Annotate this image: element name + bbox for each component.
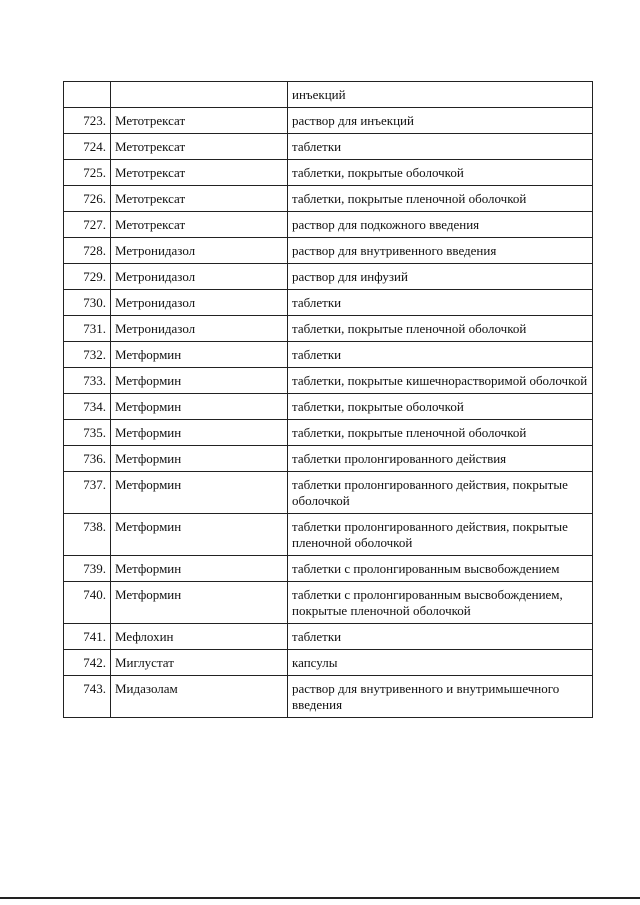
drug-name: Метформин bbox=[111, 472, 288, 514]
drug-name: Метформин bbox=[111, 368, 288, 394]
drug-table bbox=[63, 81, 593, 718]
drug-name bbox=[111, 82, 288, 108]
row-number: 731. bbox=[64, 316, 111, 342]
drug-name: Метотрексат bbox=[111, 108, 288, 134]
dosage-form: таблетки, покрытые кишечнорастворимой оболочкой bbox=[288, 368, 593, 394]
table-row bbox=[64, 290, 593, 316]
dosage-form: таблетки, покрытые пленочной оболочкой bbox=[288, 316, 593, 342]
table-row bbox=[64, 556, 593, 582]
table-row bbox=[64, 316, 593, 342]
drug-name: Миглустат bbox=[111, 650, 288, 676]
table-row bbox=[64, 514, 593, 556]
row-number: 723. bbox=[64, 108, 111, 134]
row-number: 742. bbox=[64, 650, 111, 676]
dosage-form: таблетки пролонгированного действия, покрытые оболочкой bbox=[288, 472, 593, 514]
drug-table-body bbox=[64, 82, 593, 718]
table-row bbox=[64, 238, 593, 264]
row-number: 733. bbox=[64, 368, 111, 394]
row-number: 738. bbox=[64, 514, 111, 556]
dosage-form: раствор для инъекций bbox=[288, 108, 593, 134]
row-number: 730. bbox=[64, 290, 111, 316]
drug-name: Мидазолам bbox=[111, 676, 288, 718]
row-number: 741. bbox=[64, 624, 111, 650]
dosage-form: таблетки, покрытые пленочной оболочкой bbox=[288, 420, 593, 446]
drug-name: Метотрексат bbox=[111, 212, 288, 238]
table-row bbox=[64, 676, 593, 718]
drug-name: Метронидазол bbox=[111, 264, 288, 290]
drug-name: Метформин bbox=[111, 394, 288, 420]
row-number: 737. bbox=[64, 472, 111, 514]
dosage-form: таблетки пролонгированного действия bbox=[288, 446, 593, 472]
dosage-form: таблетки с пролонгированным высвобождением bbox=[288, 556, 593, 582]
dosage-form: таблетки bbox=[288, 290, 593, 316]
table-row bbox=[64, 264, 593, 290]
drug-name: Метформин bbox=[111, 582, 288, 624]
row-number: 734. bbox=[64, 394, 111, 420]
drug-name: Метотрексат bbox=[111, 186, 288, 212]
table-row bbox=[64, 394, 593, 420]
table-row bbox=[64, 582, 593, 624]
dosage-form: таблетки, покрытые оболочкой bbox=[288, 394, 593, 420]
dosage-form: таблетки, покрытые пленочной оболочкой bbox=[288, 186, 593, 212]
dosage-form: таблетки с пролонгированным высвобождением, покрытые пленочной оболочкой bbox=[288, 582, 593, 624]
row-number: 740. bbox=[64, 582, 111, 624]
table-row bbox=[64, 368, 593, 394]
table-row bbox=[64, 650, 593, 676]
table-row bbox=[64, 134, 593, 160]
dosage-form: раствор для подкожного введения bbox=[288, 212, 593, 238]
drug-name: Метформин bbox=[111, 342, 288, 368]
table-row bbox=[64, 624, 593, 650]
dosage-form: таблетки пролонгированного действия, покрытые пленочной оболочкой bbox=[288, 514, 593, 556]
table-row bbox=[64, 472, 593, 514]
dosage-form: таблетки bbox=[288, 134, 593, 160]
row-number: 732. bbox=[64, 342, 111, 368]
row-number: 743. bbox=[64, 676, 111, 718]
row-number: 735. bbox=[64, 420, 111, 446]
row-number: 727. bbox=[64, 212, 111, 238]
drug-name: Метформин bbox=[111, 514, 288, 556]
table-row bbox=[64, 212, 593, 238]
drug-name: Метформин bbox=[111, 446, 288, 472]
table-row bbox=[64, 446, 593, 472]
drug-name: Метронидазол bbox=[111, 238, 288, 264]
dosage-form: таблетки bbox=[288, 342, 593, 368]
row-number: 724. bbox=[64, 134, 111, 160]
drug-name: Метронидазол bbox=[111, 316, 288, 342]
table-row bbox=[64, 82, 593, 108]
dosage-form: таблетки, покрытые оболочкой bbox=[288, 160, 593, 186]
row-number: 728. bbox=[64, 238, 111, 264]
dosage-form: раствор для внутривенного введения bbox=[288, 238, 593, 264]
dosage-form: таблетки bbox=[288, 624, 593, 650]
dosage-form: капсулы bbox=[288, 650, 593, 676]
row-number: 736. bbox=[64, 446, 111, 472]
dosage-form: инъекций bbox=[288, 82, 593, 108]
table-row bbox=[64, 160, 593, 186]
drug-name: Метформин bbox=[111, 556, 288, 582]
drug-name: Метформин bbox=[111, 420, 288, 446]
row-number: 726. bbox=[64, 186, 111, 212]
table-row bbox=[64, 420, 593, 446]
table-row bbox=[64, 108, 593, 134]
drug-name: Мефлохин bbox=[111, 624, 288, 650]
row-number: 725. bbox=[64, 160, 111, 186]
row-number bbox=[64, 82, 111, 108]
row-number: 729. bbox=[64, 264, 111, 290]
table-row bbox=[64, 342, 593, 368]
drug-name: Метотрексат bbox=[111, 160, 288, 186]
drug-name: Метотрексат bbox=[111, 134, 288, 160]
dosage-form: раствор для внутривенного и внутримышечного введения bbox=[288, 676, 593, 718]
footer-rule bbox=[0, 897, 640, 899]
table-row bbox=[64, 186, 593, 212]
row-number: 739. bbox=[64, 556, 111, 582]
drug-name: Метронидазол bbox=[111, 290, 288, 316]
dosage-form: раствор для инфузий bbox=[288, 264, 593, 290]
